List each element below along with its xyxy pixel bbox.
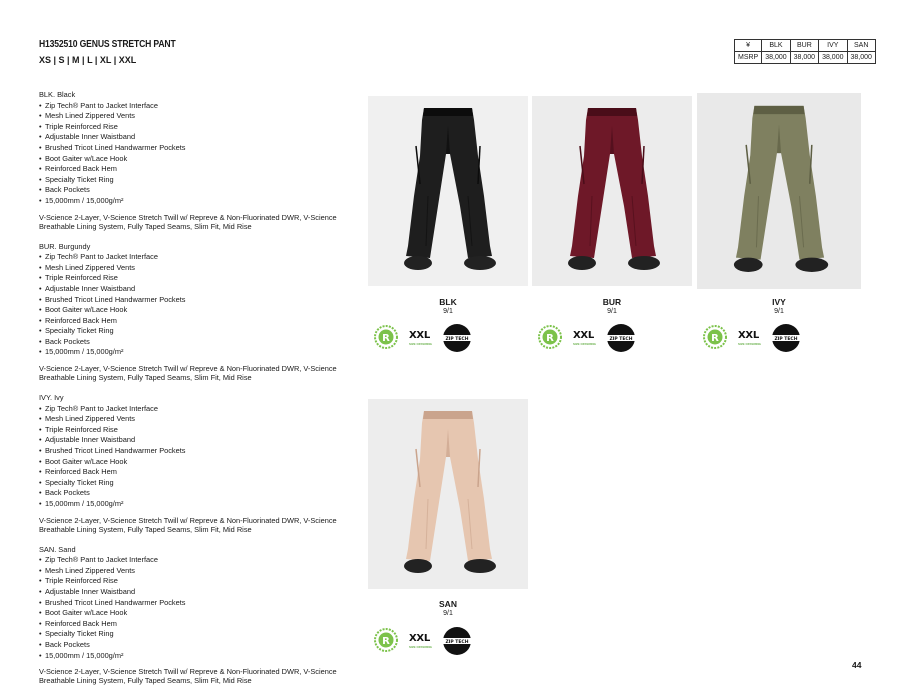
feature-item: • Specialty Ticket Ring xyxy=(39,629,339,640)
recco-icon xyxy=(373,625,399,657)
feature-item: • Zip Tech® Pant to Jacket Interface xyxy=(39,101,339,112)
recco-icon xyxy=(702,322,728,354)
recco-letter: R xyxy=(382,636,390,647)
feature-badges xyxy=(373,322,483,356)
feature-item: • 15,000mm / 15,000g/m² xyxy=(39,651,339,662)
feature-item: • Triple Reinforced Rise xyxy=(39,576,339,587)
feature-item: • Triple Reinforced Rise xyxy=(39,425,339,436)
delivery-date: 9/1 xyxy=(607,308,617,315)
feature-item: • 15,000mm / 15,000g/m² xyxy=(39,196,339,207)
recco-letter: R xyxy=(711,333,719,344)
variant-name: BUR. Burgundy xyxy=(39,241,91,251)
xxl-size-badge: XXL xyxy=(573,330,594,341)
feature-item: • Back Pockets xyxy=(39,640,339,651)
xxl-size-caption: SIZE OFFERING xyxy=(738,342,762,346)
price-header-cell: BLK xyxy=(762,40,790,52)
recco-letter: R xyxy=(382,333,390,344)
product-photo-ivy xyxy=(697,93,861,289)
feature-item: • Back Pockets xyxy=(39,185,339,196)
recco-letter: R xyxy=(546,333,554,344)
color-code: BUR xyxy=(602,297,622,307)
color-code: IVY xyxy=(772,297,786,307)
price-cell: 38,000 xyxy=(847,52,875,64)
feature-item: • Brushed Tricot Lined Handwarmer Pockets xyxy=(39,598,339,609)
delivery-date: 9/1 xyxy=(443,610,453,617)
feature-item: • Zip Tech® Pant to Jacket Interface xyxy=(39,252,339,263)
feature-item: • Mesh Lined Zippered Vents xyxy=(39,111,339,122)
feature-item: • Back Pockets xyxy=(39,337,339,348)
feature-item: • Mesh Lined Zippered Vents xyxy=(39,414,339,425)
variant-description: V-Science 2-Layer, V-Science Stretch Twill w/ Repreve & Non-Fluorinated DWR, V-Science Breathable Lining System, Fully Taped Seams, Slim Fit, Mid Rise xyxy=(39,212,337,231)
product-photo-blk xyxy=(368,96,528,286)
feature-item: • Zip Tech® Pant to Jacket Interface xyxy=(39,404,339,415)
zip-tech-label: ZIP TECH xyxy=(445,337,469,342)
variant-name: SAN. Sand xyxy=(39,544,76,554)
feature-item: • Triple Reinforced Rise xyxy=(39,122,339,133)
price-currency-cell: ¥ xyxy=(735,40,762,52)
xxl-size-badge: XXL xyxy=(409,330,430,341)
price-cell: 38,000 xyxy=(762,52,790,64)
feature-list xyxy=(39,252,339,358)
variant-spec-block xyxy=(39,90,339,231)
variant-spec-block xyxy=(39,242,339,383)
feature-item: • Specialty Ticket Ring xyxy=(39,478,339,489)
feature-item: • Back Pockets xyxy=(39,488,339,499)
feature-item: • Specialty Ticket Ring xyxy=(39,175,339,186)
variant-description: V-Science 2-Layer, V-Science Stretch Twill w/ Repreve & Non-Fluorinated DWR, V-Science Breathable Lining System, Fully Taped Seams, Slim Fit, Mid Rise xyxy=(39,515,337,534)
product-title: H1352510 GENUS STRETCH PANT xyxy=(39,38,176,50)
delivery-date: 9/1 xyxy=(443,308,453,315)
color-code: SAN xyxy=(439,599,457,609)
zip-tech-label: ZIP TECH xyxy=(774,337,798,342)
feature-item: • Reinforced Back Hem xyxy=(39,467,339,478)
feature-item: • Boot Gaiter w/Lace Hook xyxy=(39,457,339,468)
product-photo-bur xyxy=(532,96,692,286)
feature-item: • Adjustable Inner Waistband xyxy=(39,284,339,295)
feature-item: • Boot Gaiter w/Lace Hook xyxy=(39,154,339,165)
feature-list xyxy=(39,404,339,510)
feature-item: • Adjustable Inner Waistband xyxy=(39,587,339,598)
zip-tech-icon xyxy=(770,322,802,354)
xxl-size-caption: SIZE OFFERING xyxy=(573,342,597,346)
feature-item: • Brushed Tricot Lined Handwarmer Pockets xyxy=(39,143,339,154)
feature-item: • Brushed Tricot Lined Handwarmer Pockets xyxy=(39,446,339,457)
zip-tech-icon xyxy=(441,625,473,657)
feature-list xyxy=(39,555,339,661)
zip-tech-icon xyxy=(441,322,473,354)
variant-name: BLK. Black xyxy=(39,90,76,99)
recco-icon xyxy=(373,322,399,354)
price-cell: 38,000 xyxy=(790,52,818,64)
price-header-cell: SAN xyxy=(847,40,875,52)
delivery-date: 9/1 xyxy=(774,308,784,315)
variant-description: V-Science 2-Layer, V-Science Stretch Twill w/ Repreve & Non-Fluorinated DWR, V-Science Breathable Lining System, Fully Taped Seams, Slim Fit, Mid Rise xyxy=(39,667,337,686)
xxl-size-badge: XXL xyxy=(409,633,430,644)
price-header-cell: BUR xyxy=(790,40,818,52)
price-table xyxy=(734,39,876,64)
xxl-size-caption: SIZE OFFERING xyxy=(409,645,433,649)
variant-spec-list xyxy=(39,90,339,696)
feature-item: • Triple Reinforced Rise xyxy=(39,273,339,284)
feature-item: • 15,000mm / 15,000g/m² xyxy=(39,499,339,510)
price-header-cell: IVY xyxy=(819,40,847,52)
feature-badges xyxy=(537,322,647,356)
zip-tech-label: ZIP TECH xyxy=(609,337,633,342)
zip-tech-label: ZIP TECH xyxy=(445,640,469,645)
price-cell: 38,000 xyxy=(819,52,847,64)
feature-item: • Brushed Tricot Lined Handwarmer Pockets xyxy=(39,295,339,306)
feature-item: • Reinforced Back Hem xyxy=(39,316,339,327)
feature-item: • Reinforced Back Hem xyxy=(39,164,339,175)
feature-item: • Reinforced Back Hem xyxy=(39,619,339,630)
feature-item: • Adjustable Inner Waistband xyxy=(39,435,339,446)
feature-badges xyxy=(373,625,483,659)
feature-list xyxy=(39,101,339,207)
feature-item: • Mesh Lined Zippered Vents xyxy=(39,566,339,577)
price-table-header xyxy=(735,40,876,52)
feature-badges xyxy=(702,322,812,356)
variant-name: IVY. Ivy xyxy=(39,393,64,403)
xxl-size-caption: SIZE OFFERING xyxy=(409,342,433,346)
feature-item: • Specialty Ticket Ring xyxy=(39,326,339,337)
feature-item: • 15,000mm / 15,000g/m² xyxy=(39,347,339,358)
feature-item: • Boot Gaiter w/Lace Hook xyxy=(39,305,339,316)
size-range: XS | S | M | L | XL | XXL xyxy=(39,55,137,65)
feature-item: • Boot Gaiter w/Lace Hook xyxy=(39,608,339,619)
color-code: BLK xyxy=(439,297,457,307)
page-number: 44 xyxy=(852,660,862,670)
feature-item: • Adjustable Inner Waistband xyxy=(39,132,339,143)
price-table-row xyxy=(735,52,876,64)
variant-description: V-Science 2-Layer, V-Science Stretch Twill w/ Repreve & Non-Fluorinated DWR, V-Science Breathable Lining System, Fully Taped Seams, Slim Fit, Mid Rise xyxy=(39,364,337,383)
feature-item: • Zip Tech® Pant to Jacket Interface xyxy=(39,555,339,566)
msrp-label: MSRP xyxy=(735,52,762,64)
recco-icon xyxy=(537,322,563,354)
variant-spec-block xyxy=(39,545,339,686)
zip-tech-icon xyxy=(605,322,637,354)
xxl-size-badge: XXL xyxy=(738,330,759,341)
product-photo-san xyxy=(368,399,528,589)
variant-spec-block xyxy=(39,393,339,534)
feature-item: • Mesh Lined Zippered Vents xyxy=(39,263,339,274)
